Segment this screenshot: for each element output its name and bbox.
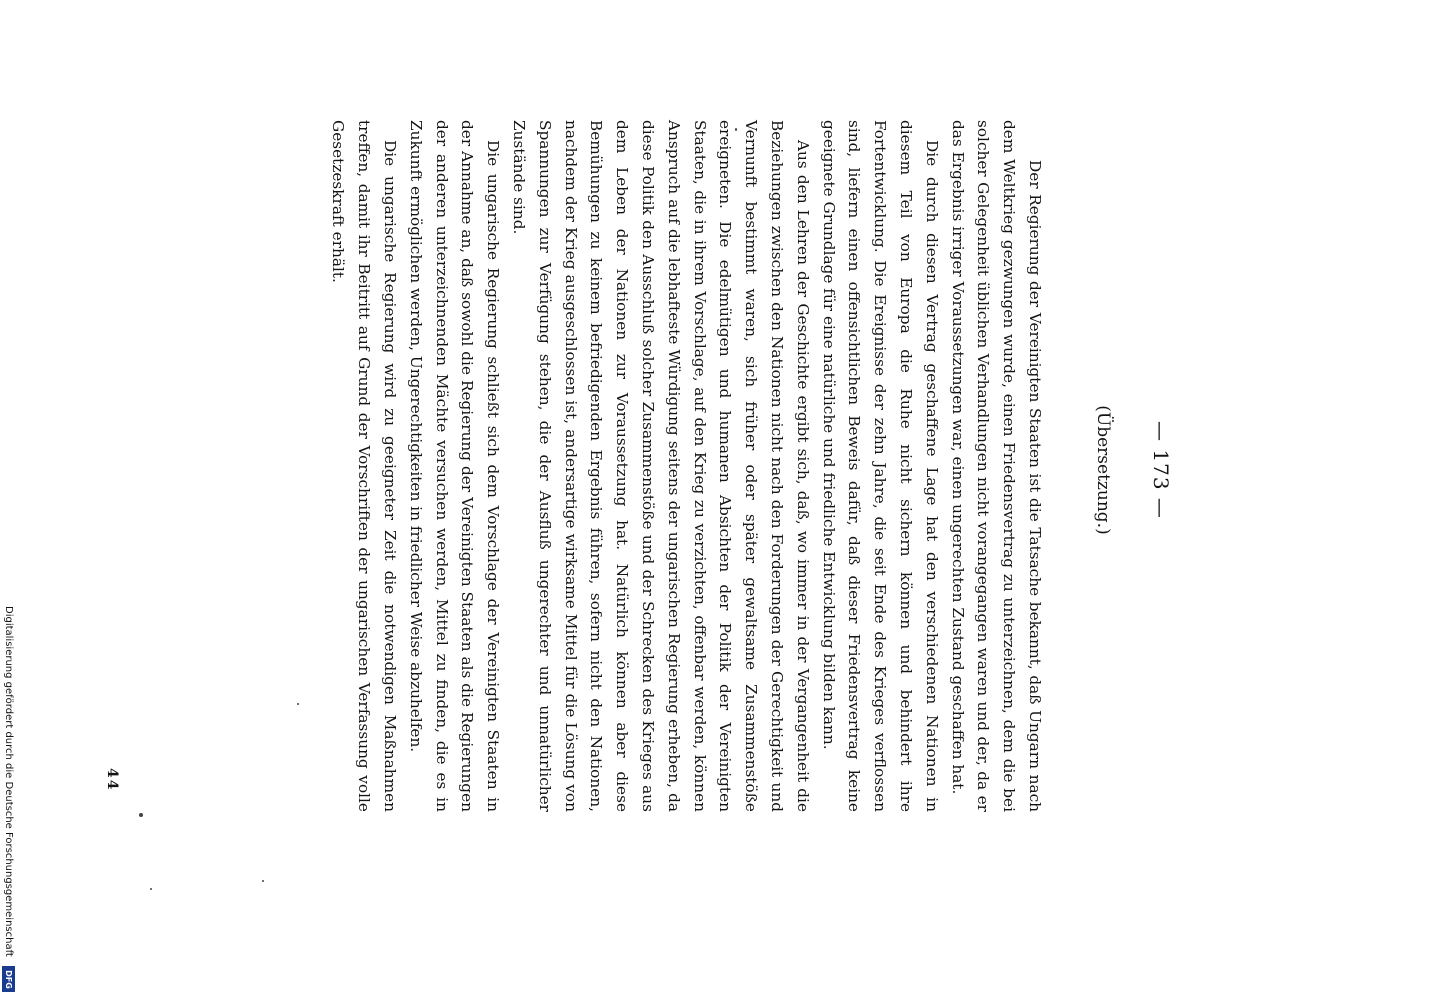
digitization-credit [0,606,16,994]
paragraph-4: Die ungarische Regierung schließt sich dem Vorschlage der Vereinigten Staaten in der Annahme an, daß sowohl die Regierung der Vereinigten Staaten als die Regierungen der anderen unterzeichnenden Mächte versuchen werden, Mittel zu finden, die es in Zukunft ermöglichen werden, Ungerechtigkeiten in friedlicher Weise abzuhelfen. [406,120,503,812]
scan-speck [262,880,264,882]
scan-speck [735,128,737,131]
paragraph-2: Die durch diesen Vertrag geschaffene Lage hat den verschiedenen Nationen in diesem Teil von Europa die Ruhe nicht sichern können und behindert ihre Fortentwicklung. Die Ereignisse der zehn Jahre, die seit Ende des Krieges verflossen sind, liefern einen offensichtlichen Beweis dafür, daß dieser Friedensvertrag keine geeignete Grundlage für eine natürliche und friedliche Entwicklung bilden kann. [819,120,941,812]
scan-speck [297,703,299,705]
page-number: — 173 — [1149,421,1173,519]
dfg-logo-icon [2,966,15,992]
rotated-document-page [329,120,1175,840]
credit-text: Digitalisierung gefördert durch die Deutsche Forschungsgemeinschaft [3,606,14,957]
paragraph-1: Der Regierung der Vereinigten Staaten ist die Tatsache bekannt, daß Ungarn nach dem Weltkrieg gezwungen wurde, einen Friedensvertrag zu unterzeichnen, dem die bei solcher Gelegenheit üblichen Verhandlungen nicht vorangegangen waren und der, da er das Ergebnis irriger Voraussetzungen war, einen ungerechten Zustand geschaffen hat. [948,120,1044,812]
document-body [325,120,1047,812]
sheet-number: 44 [104,768,120,792]
dfg-logo-text: DFG [4,969,14,989]
paragraph-5: Die ungarische Regierung wird zu geeigneter Zeit die notwendigen Maßnahmen treffen, damit ihr Beitritt auf Grund der Vorschriften der ungarischen Verfassung volle Gesetzeskraft erhält. [329,120,400,812]
scan-speck [139,813,143,817]
scan-speck [150,888,152,890]
page-heading: (Übersetzung.) [1093,405,1113,535]
paragraph-3: Aus den Lehren der Geschichte ergibt sich, daß, wo immer in der Vergangenheit die Beziehungen zwischen den Nationen nicht nach den Forderungen der Gerechtigkeit und Vernunft bestimmt waren, sich früher oder später gewaltsame Zusammenstöße ereigneten. Die edelmütigen und humanen Absichten der Politik der Vereinigten Staaten, die in ihrem Vorschlage, auf den Krieg zu verzichten, offenbar werden, können Anspruch auf die lebhafteste Würdigung seitens der ungarischen Regierung erheben, da diese Politik den Ausschluß solcher Zusammenstöße und der Schrecken des Krieges aus dem Leben der Nationen zur Voraussetzung hat. Natürlich können aber diese Bemühungen zu keinem befriedigenden Ergebnis führen, sofern nicht den Nationen, nachdem der Krieg ausgeschlossen ist, andersartige wirksame Mittel für die Lösung von Spannungen zur Verfügung stehen, die der Ausfluß ungerechter und unnatürlicher Zustände sind. [510,120,812,812]
